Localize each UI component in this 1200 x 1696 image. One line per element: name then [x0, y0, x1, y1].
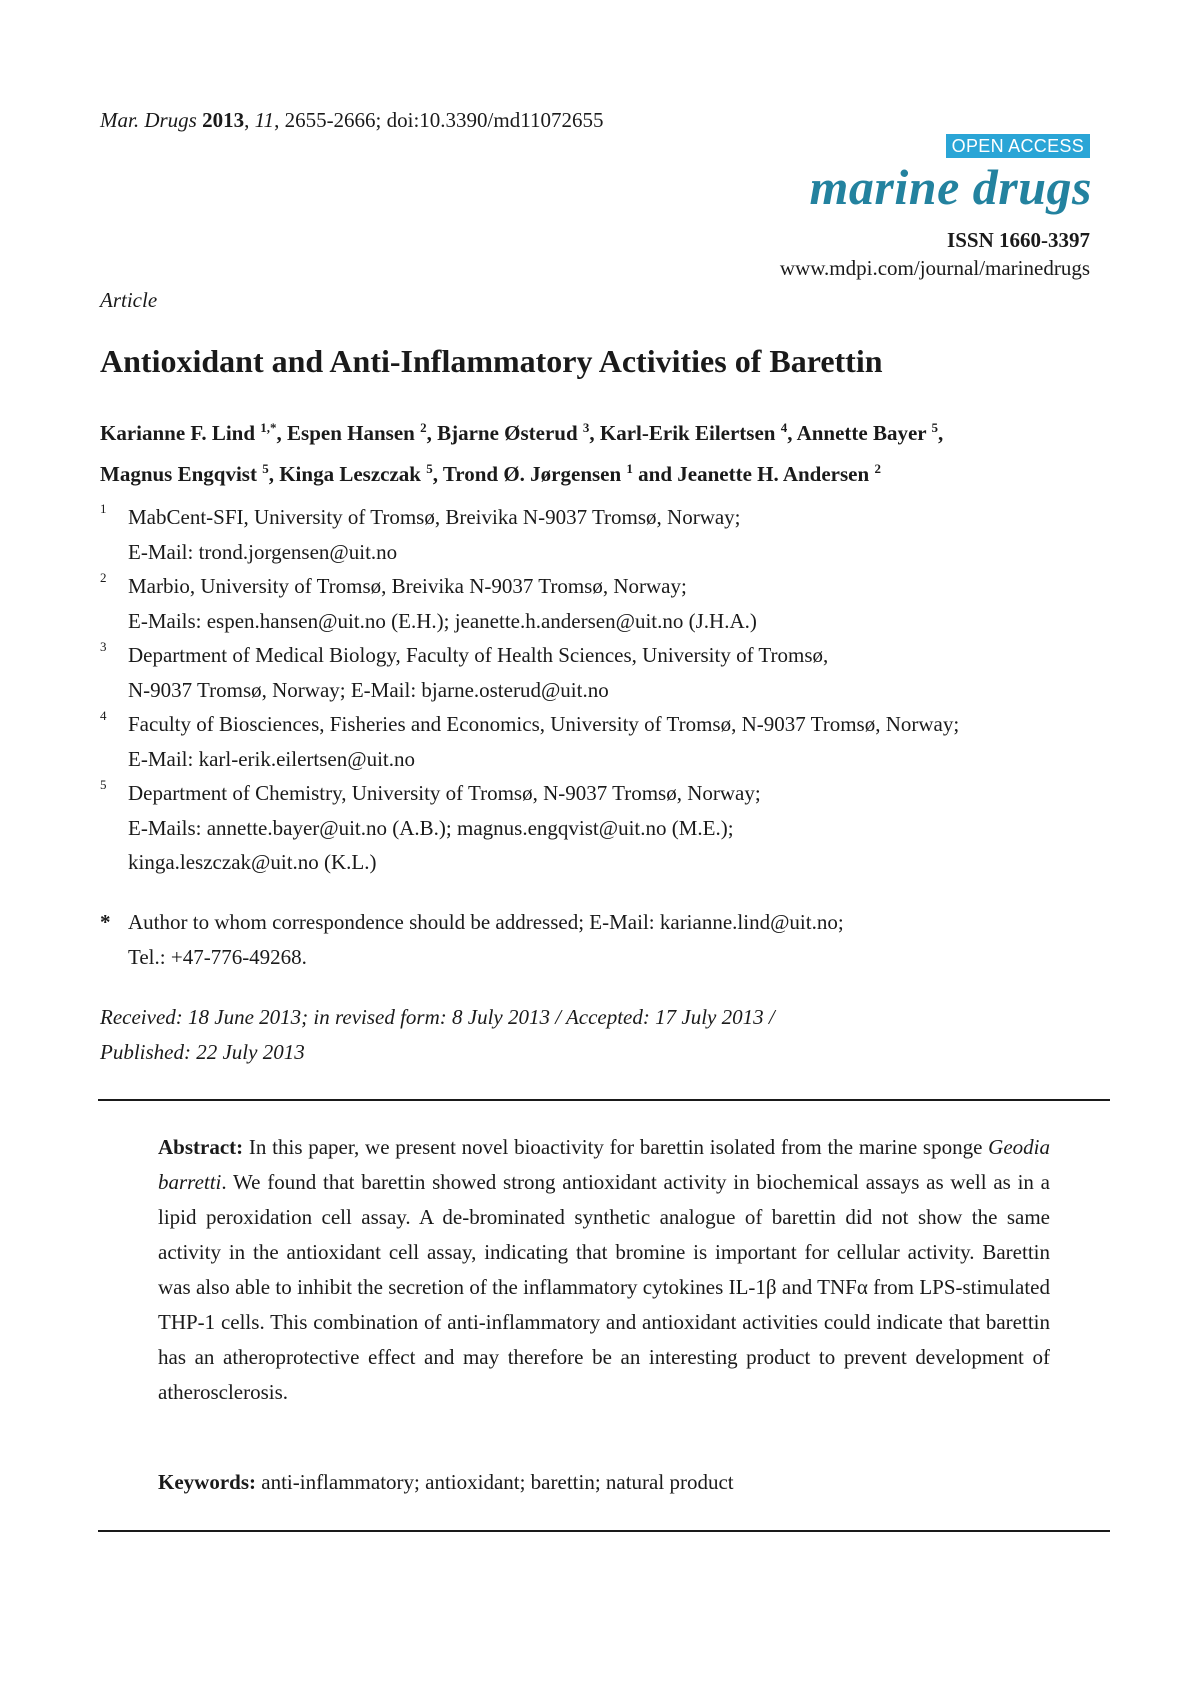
affiliation [100, 776, 1110, 880]
citation-line: Mar. Drugs 2013, 11, 2655-2666; doi:10.3390/md11072655 [100, 108, 604, 132]
affiliation-number: 5 [100, 777, 107, 792]
author: Trond Ø. Jørgensen [442, 462, 622, 486]
publication-dates [100, 1000, 1110, 1070]
affiliation-line: Department of Chemistry, University of Tromsø, N-9037 Tromsø, Norway; [128, 781, 761, 805]
correspondence-line: Author to whom correspondence should be addressed; E-Mail: karianne.lind@uit.no; [128, 910, 844, 934]
author-affil-ref: 3 [582, 420, 590, 435]
open-access-badge: OPEN ACCESS [946, 134, 1090, 158]
author-affil-ref: 1 [626, 461, 633, 476]
author: Karianne F. Lind [100, 421, 256, 445]
affiliation-list [100, 500, 1110, 880]
author: Espen Hansen [287, 421, 415, 445]
author-affil-ref: 2 [874, 461, 881, 476]
abstract [158, 1130, 1050, 1410]
affiliation-line: Department of Medical Biology, Faculty of Health Sciences, University of Tromsø, [128, 643, 829, 667]
paper-title: Antioxidant and Anti-Inflammatory Activities of Barettin [100, 343, 883, 379]
author-affil-ref: 4 [780, 420, 788, 435]
dates-line: Received: 18 June 2013; in revised form: 8 July 2013 / Accepted: 17 July 2013 / [100, 1005, 775, 1029]
author: Kinga Leszczak [279, 462, 421, 486]
author: Magnus Engqvist [100, 462, 257, 486]
affiliation-number: 1 [100, 501, 107, 516]
dates-line: Published: 22 July 2013 [100, 1040, 305, 1064]
citation-year: 2013 [202, 108, 245, 132]
keywords [158, 1470, 1050, 1495]
affiliation-email: N-9037 Tromsø, Norway; E-Mail: bjarne.osterud@uit.no [128, 677, 609, 702]
keywords-label: Keywords: [158, 1470, 256, 1494]
author-affil-ref: 5 [931, 420, 938, 435]
citation-pages-doi: , 2655-2666; doi:10.3390/md11072655 [274, 108, 604, 132]
affiliation-email: E-Mail: karl-erik.eilertsen@uit.no [128, 746, 415, 771]
affiliation-line: MabCent-SFI, University of Tromsø, Breivika N-9037 Tromsø, Norway; [128, 505, 741, 529]
article-type: Article [100, 288, 158, 312]
abstract-text: . We found that barettin showed strong antioxidant activity in biochemical assays as well as in a lipid peroxidation cell assay. A de-brominated synthetic analogue of barettin did not show the same activity in the antioxidant cell assay, indicating that bromine is important for cellular activity. Barettin was also able to inhibit the secretion of the inflammatory cytokines IL-1β and TNFα from LPS-stimulated THP-1 cells. This combination of anti-inflammatory and antioxidant activities could indicate that barettin has an atheroprotective effect and may therefore be an interesting product to prevent development of atherosclerosis. [158, 1170, 1050, 1404]
citation-journal: Mar. Drugs [100, 108, 197, 132]
author-affil-ref: 2 [420, 420, 427, 435]
species-name: Geodia barretti [158, 1135, 1050, 1194]
keywords-text: anti-inflammatory; antioxidant; barettin; natural product [256, 1470, 734, 1494]
bottom-rule [98, 1530, 1110, 1532]
abstract-label: Abstract: [158, 1135, 244, 1159]
corresponding-star: * [100, 910, 111, 934]
journal-url[interactable]: www.mdpi.com/journal/marinedrugs [779, 256, 1090, 280]
author: Bjarne Østerud [437, 421, 578, 445]
affiliation-number: 3 [100, 639, 107, 654]
abstract-text: In this paper, we present novel bioactivity for barettin isolated from the marine sponge [243, 1135, 989, 1159]
affiliation [100, 569, 1110, 638]
author: Jeanette H. Andersen [677, 462, 870, 486]
affiliation [100, 707, 1110, 776]
affiliation [100, 638, 1110, 707]
affiliation-number: 4 [100, 708, 107, 723]
affiliation-email: E-Mails: espen.hansen@uit.no (E.H.); jeanette.h.andersen@uit.no (J.H.A.) [128, 608, 757, 633]
author-affil-ref: 5 [426, 461, 433, 476]
affiliation-line: Marbio, University of Tromsø, Breivika N-9037 Tromsø, Norway; [128, 574, 687, 598]
citation-volume: 11 [254, 108, 275, 132]
affiliation [100, 500, 1110, 569]
author: Annette Bayer [796, 421, 927, 445]
author-affil-ref: 5 [262, 461, 269, 476]
issn: ISSN 1660-3397 [947, 228, 1090, 252]
affiliation-email: E-Mails: annette.bayer@uit.no (A.B.); magnus.engqvist@uit.no (M.E.); [128, 815, 734, 840]
affiliation-email: E-Mail: trond.jorgensen@uit.no [128, 539, 398, 564]
journal-logo: marine drugs [809, 159, 1092, 215]
author-list: Karianne F. Lind $^{1,*}$, Espen Hansen $^2$, Bjarne Østerud $^3$, Karl-Erik Eilertsen $^4$, Annette Bayer $^5$, Magnus Engqvist $^5$, Kinga Leszczak $^5$, Trond Ø. Jørgensen $^1$ and Jeanette H. Andersen $^2$ [100, 420, 944, 486]
top-rule [98, 1099, 1110, 1101]
author-affil-ref: 1,* [260, 420, 277, 435]
correspondence [100, 905, 1110, 975]
affiliation-line: Faculty of Biosciences, Fisheries and Economics, University of Tromsø, N-9037 Tromsø, Norway; [128, 712, 960, 736]
author: Karl-Erik Eilertsen [599, 421, 776, 445]
affiliation-number: 2 [100, 570, 107, 585]
affiliation-email: kinga.leszczak@uit.no (K.L.) [128, 850, 377, 874]
correspondence-phone: Tel.: +47-776-49268. [128, 945, 307, 969]
